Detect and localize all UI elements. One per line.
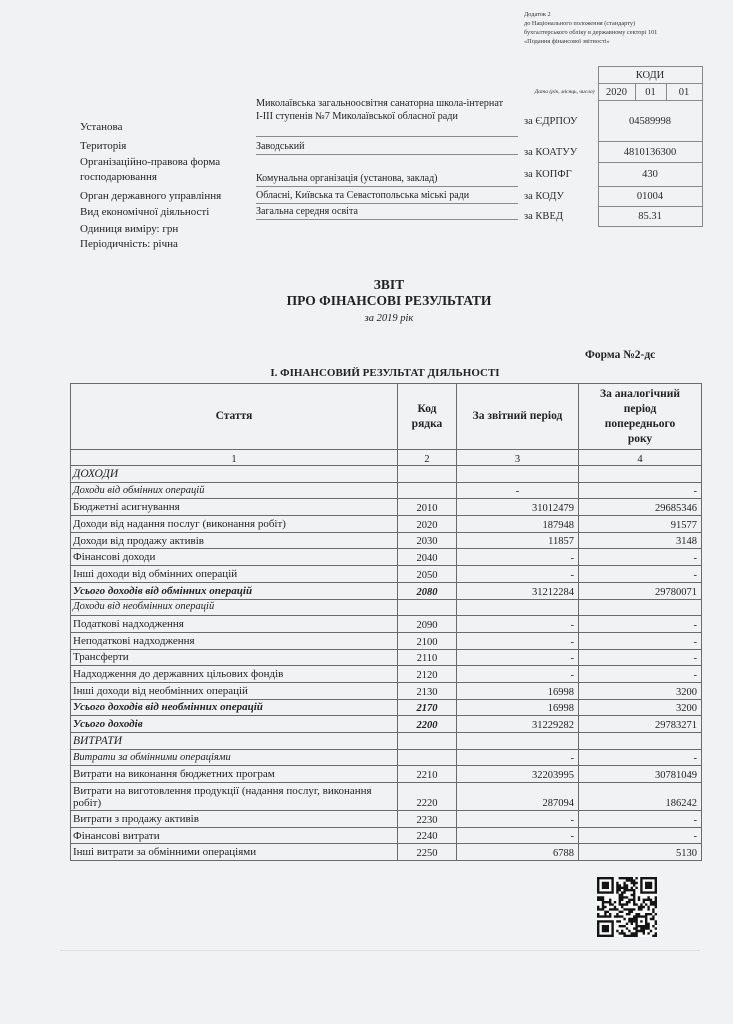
date-month: 01 (635, 84, 666, 101)
cell-code: 2050 (398, 566, 457, 583)
table-row (71, 783, 702, 811)
qr-code (597, 877, 657, 937)
header-code (398, 384, 457, 450)
cell-article: Податкові надходження (71, 616, 398, 633)
table-header-row (71, 384, 702, 450)
financial-results-table (70, 383, 702, 861)
cell-current: 31012479 (457, 499, 579, 516)
header-code-line: рядка (411, 417, 443, 430)
column-numbers-row (71, 450, 702, 466)
date-label: Дата (рік, місяць, число) (534, 89, 595, 95)
cell-article: ВИТРАТИ (71, 733, 398, 750)
report-title: ЗВІТ (373, 277, 405, 292)
cell-current: - (457, 666, 579, 683)
cell-code: 2200 (398, 716, 457, 733)
cell-current: 32203995 (457, 766, 579, 783)
periodicity: Періодичність: річна (80, 238, 178, 250)
annex-note (524, 10, 657, 46)
header-current-period: За звітний період (457, 384, 579, 450)
table-row (71, 466, 702, 483)
cell-previous: 3200 (579, 699, 702, 716)
annex-line: «Подання фінансової звітності» (524, 38, 610, 45)
legal-form-label (80, 155, 220, 185)
cell-code: 2220 (398, 783, 457, 811)
report-subtitle: ПРО ФІНАНСОВІ РЕЗУЛЬТАТИ (286, 293, 492, 308)
cell-previous (579, 733, 702, 750)
annex-line: Додаток 2 (524, 11, 551, 18)
cell-current (457, 599, 579, 616)
code-label-kodu: за КОДУ (524, 191, 564, 202)
cell-current: 6788 (457, 844, 579, 861)
table-row (71, 749, 702, 766)
code-label-koatuu: за КОАТУУ (524, 146, 578, 158)
cell-current: 16998 (457, 699, 579, 716)
codes-spacer (514, 67, 598, 84)
cell-previous: - (579, 749, 702, 766)
cell-article-text: Витрати на виготовлення продукції (надання послуг, виконання робіт) (73, 784, 372, 809)
date-day: 01 (666, 84, 702, 101)
cell-article: Доходи від необмінних операцій (71, 599, 398, 616)
table-row (71, 649, 702, 666)
table-row (71, 599, 702, 616)
header-article: Стаття (71, 384, 398, 450)
cell-article (71, 783, 398, 811)
cell-current: - (457, 482, 579, 499)
legal-form-label-line: господарювання (80, 171, 157, 183)
code-value-kved: 85.31 (598, 207, 702, 227)
header-previous-line: попереднього (604, 417, 676, 430)
table-row (71, 616, 702, 633)
cell-code (398, 599, 457, 616)
cell-previous: - (579, 549, 702, 566)
cell-previous (579, 466, 702, 483)
column-number: 1 (71, 450, 398, 466)
cell-current: - (457, 632, 579, 649)
code-value-kopfg: 430 (598, 163, 702, 187)
cell-previous (579, 599, 702, 616)
cell-previous: 91577 (579, 516, 702, 533)
legal-form-label-line: Організаційно-правова форма (80, 156, 221, 168)
qr-modules (597, 877, 657, 937)
authority-value: Обласні, Київська та Севастопольська міські ради (256, 190, 518, 204)
code-value-edrpou: 04589998 (598, 101, 702, 142)
cell-previous: 29783271 (579, 716, 702, 733)
annex-line: до Національного положення (стандарту) (524, 20, 636, 27)
header-previous-line: період (623, 402, 657, 415)
legal-form-value: Комунальна організація (установа, заклад) (256, 173, 518, 187)
cell-current (457, 733, 579, 750)
cell-previous: - (579, 649, 702, 666)
cell-code (398, 466, 457, 483)
cell-article: Усього доходів від обмінних операцій (71, 582, 398, 599)
code-label-edrpou: за ЄДРПОУ (524, 115, 578, 127)
cell-previous: - (579, 666, 702, 683)
cell-article: Доходи від обмінних операцій (71, 482, 398, 499)
table-row (71, 632, 702, 649)
column-number: 4 (579, 450, 702, 466)
table-row (71, 549, 702, 566)
cell-code: 2090 (398, 616, 457, 633)
table-row (71, 716, 702, 733)
report-period: за 2019 рік (364, 313, 414, 324)
cell-code: 2020 (398, 516, 457, 533)
cell-current: - (457, 827, 579, 844)
territory-value: Заводський (256, 141, 518, 155)
cell-current: - (457, 616, 579, 633)
institution-label: Установа (80, 121, 123, 133)
cell-code: 2170 (398, 699, 457, 716)
cell-current: 287094 (457, 783, 579, 811)
date-year: 2020 (598, 84, 635, 101)
form-number: Форма №2-дс (585, 349, 656, 361)
cell-previous: - (579, 811, 702, 828)
cell-code: 2120 (398, 666, 457, 683)
codes-table (514, 66, 703, 227)
institution-value: Миколаївська загальноосвітня санаторна школа-інтернат І-ІІІ ступенів №7 Миколаївської обласної ради (256, 97, 518, 137)
cell-current: 187948 (457, 516, 579, 533)
cell-article: Надходження до державних цільових фондів (71, 666, 398, 683)
activity-label: Вид економічної діяльності (80, 206, 210, 218)
cell-previous: 3148 (579, 532, 702, 549)
cell-previous: 30781049 (579, 766, 702, 783)
table-row (71, 482, 702, 499)
header-code-line: Код (417, 402, 437, 415)
cell-previous: - (579, 482, 702, 499)
cell-article: Бюджетні асигнування (71, 499, 398, 516)
cell-code: 2230 (398, 811, 457, 828)
cell-article: Трансферти (71, 649, 398, 666)
cell-article: Усього доходів (71, 716, 398, 733)
cell-previous: - (579, 566, 702, 583)
table-row (71, 766, 702, 783)
table-row (71, 499, 702, 516)
cell-code (398, 749, 457, 766)
cell-article: Інші доходи від необмінних операцій (71, 682, 398, 699)
cell-current: - (457, 749, 579, 766)
cell-article: Усього доходів від необмінних операцій (71, 699, 398, 716)
cell-code: 2130 (398, 682, 457, 699)
cell-current: 31229282 (457, 716, 579, 733)
table-row (71, 516, 702, 533)
cell-previous: 29780071 (579, 582, 702, 599)
cell-article: Інші доходи від обмінних операцій (71, 566, 398, 583)
code-label-kopfg: за КОПФГ (524, 169, 572, 180)
cell-article: Фінансові доходи (71, 549, 398, 566)
cell-article: Неподаткові надходження (71, 632, 398, 649)
cell-current: - (457, 549, 579, 566)
table-row (71, 827, 702, 844)
cell-code (398, 733, 457, 750)
cell-code: 2010 (398, 499, 457, 516)
table-row (71, 733, 702, 750)
table-row (71, 699, 702, 716)
code-label-kved: за КВЕД (524, 211, 564, 222)
cell-code: 2210 (398, 766, 457, 783)
cell-code: 2240 (398, 827, 457, 844)
cell-previous: 186242 (579, 783, 702, 811)
cell-article: ДОХОДИ (71, 466, 398, 483)
code-value-koatuu: 4810136300 (598, 142, 702, 163)
cell-previous: 5130 (579, 844, 702, 861)
authority-label: Орган державного управління (80, 190, 222, 202)
cell-current: 11857 (457, 532, 579, 549)
cell-current: 16998 (457, 682, 579, 699)
cell-code: 2110 (398, 649, 457, 666)
annex-line: бухгалтерського обліку в державному секторі 101 (524, 29, 658, 36)
cell-previous: 3200 (579, 682, 702, 699)
footer-rule (60, 950, 700, 951)
header-previous-line: За аналогічний (600, 387, 680, 400)
table-row (71, 532, 702, 549)
cell-previous: - (579, 632, 702, 649)
cell-article: Витрати на виконання бюджетних програм (71, 766, 398, 783)
table-row (71, 566, 702, 583)
cell-current (457, 466, 579, 483)
cell-article: Витрати за обмінними операціями (71, 749, 398, 766)
header-previous-line: року (627, 432, 653, 445)
cell-article: Інші витрати за обмінними операціями (71, 844, 398, 861)
cell-current: - (457, 811, 579, 828)
cell-article: Доходи від надання послуг (виконання робіт) (71, 516, 398, 533)
column-number: 2 (398, 450, 457, 466)
code-value-kodu: 01004 (598, 187, 702, 207)
unit-of-measure: Одиниця виміру: грн (80, 223, 179, 235)
cell-current: 31212284 (457, 582, 579, 599)
codes-header: КОДИ (598, 67, 702, 84)
cell-article: Фінансові витрати (71, 827, 398, 844)
cell-code: 2250 (398, 844, 457, 861)
cell-code: 2030 (398, 532, 457, 549)
table-row (71, 844, 702, 861)
cell-code: 2040 (398, 549, 457, 566)
cell-previous: - (579, 616, 702, 633)
territory-label: Територія (80, 140, 127, 152)
table-row (71, 666, 702, 683)
cell-previous: 29685346 (579, 499, 702, 516)
cell-code: 2080 (398, 582, 457, 599)
table-row (71, 682, 702, 699)
cell-previous: - (579, 827, 702, 844)
cell-code: 2100 (398, 632, 457, 649)
column-number: 3 (457, 450, 579, 466)
cell-article: Витрати з продажу активів (71, 811, 398, 828)
section-title: І. ФІНАНСОВИЙ РЕЗУЛЬТАТ ДІЯЛЬНОСТІ (270, 367, 500, 379)
table-row (71, 811, 702, 828)
cell-current: - (457, 566, 579, 583)
cell-code (398, 482, 457, 499)
table-row (71, 582, 702, 599)
activity-value: Загальна середня освіта (256, 206, 518, 220)
header-previous-period (579, 384, 702, 450)
cell-article: Доходи від продажу активів (71, 532, 398, 549)
cell-current: - (457, 649, 579, 666)
